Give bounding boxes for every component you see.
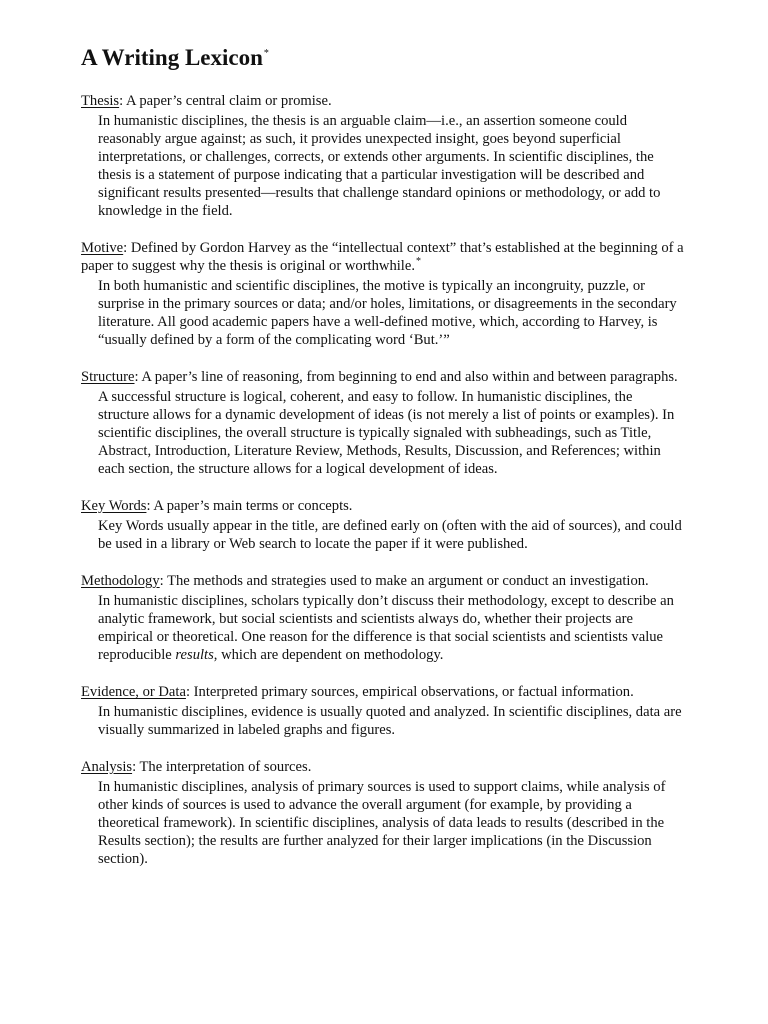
entry-definition-text: : A paper’s central claim or promise.	[119, 93, 332, 109]
entry-methodology	[81, 572, 685, 664]
entry-body-text: In humanistic disciplines, scholars typically don’t discuss their methodology, except to describe an analytic framework, but social scientists and scientists always do, whether their projects are empirical or theoretical. One reason for the difference is that social scientists and scientists value reproducible	[98, 593, 674, 663]
entry-definition	[81, 497, 685, 515]
entry-definition-text: : Defined by Gordon Harvey as the “intellectual context” that’s established at the beginning of a paper to suggest why the thesis is original or worthwhile.	[81, 240, 684, 274]
document-page	[81, 44, 685, 887]
entry-term: Motive	[81, 240, 124, 256]
entry-body-emphasis: results	[175, 647, 214, 663]
entry-term: Thesis	[81, 93, 120, 109]
entry-body: In humanistic disciplines, evidence is usually quoted and analyzed. In scientific disciplines, data are visually summarized in labeled graphs and figures.	[98, 704, 682, 738]
entry-definition-text: : The interpretation of sources.	[132, 759, 312, 775]
entry-motive	[81, 239, 685, 349]
entry-term: Structure	[81, 369, 135, 385]
entry-body: Key Words usually appear in the title, are defined early on (often with the aid of sources), and could be used in a library or Web search to locate the paper if it were published.	[98, 518, 682, 552]
entry-body: In both humanistic and scientific disciplines, the motive is typically an incongruity, puzzle, or surprise in the primary sources or data; and/or holes, limitations, or disagreements in the secondary literature. All good academic papers have a well-defined motive, which, according to Harvey, is “usually defined by a form of the complicating word ‘But.’”	[98, 278, 677, 348]
entry-body	[98, 592, 685, 664]
entry-evidence	[81, 683, 685, 739]
entry-body-text: , which are dependent on methodology.	[213, 647, 444, 663]
entry-term: Evidence, or Data	[81, 684, 186, 700]
entry-key-words	[81, 497, 685, 553]
entry-body: In humanistic disciplines, the thesis is an arguable claim—i.e., an assertion someone could reasonably argue against; as such, it provides unexpected insight, goes beyond superficial interpretations, or challenges, corrects, or extends other arguments. In scientific disciplines, the thesis is a statement of purpose indicating that a particular investigation will be described and significant results presented—results that challenge standard opinions or methodology, or add to knowledge in the field.	[98, 113, 661, 219]
footnote-marker: *	[415, 256, 421, 267]
entry-analysis	[81, 758, 685, 868]
entry-definition	[81, 758, 685, 776]
title-footnote-marker: *	[263, 48, 269, 59]
entry-definition	[81, 572, 685, 590]
entry-definition-text: : A paper’s line of reasoning, from beginning to end and also within and between paragraphs.	[134, 369, 678, 385]
entry-body: In humanistic disciplines, analysis of primary sources is used to support claims, while analysis of other kinds of sources is used to advance the overall argument (for example, by providing a theoretical framework). In scientific disciplines, analysis of data leads to results (described in the Results section); the results are further analyzed for their larger implications (in the Discussion section).	[98, 779, 666, 867]
entry-definition	[81, 239, 685, 275]
entry-term: Methodology	[81, 573, 160, 589]
entry-definition	[81, 683, 685, 701]
entry-thesis	[81, 92, 685, 220]
page-title	[81, 44, 685, 72]
entry-definition-text: : Interpreted primary sources, empirical observations, or factual information.	[185, 684, 634, 700]
entry-structure	[81, 368, 685, 478]
entry-definition-text: : A paper’s main terms or concepts.	[146, 498, 353, 514]
entry-definition	[81, 92, 685, 110]
page-title-text: A Writing Lexicon	[81, 45, 263, 70]
entry-term: Key Words	[81, 498, 147, 514]
entry-definition-text: : The methods and strategies used to make an argument or conduct an investigation.	[159, 573, 649, 589]
entry-body: A successful structure is logical, coherent, and easy to follow. In humanistic disciplines, the structure allows for a dynamic development of ideas (is not merely a list of points or examples). In scientific disciplines, the overall structure is typically signaled with subheadings, such as Title, Abstract, Introduction, Literature Review, Methods, Results, Discussion, and References; within each section, the structure allows for a logical development of ideas.	[98, 389, 675, 477]
entry-term: Analysis	[81, 759, 133, 775]
entry-definition	[81, 368, 685, 386]
